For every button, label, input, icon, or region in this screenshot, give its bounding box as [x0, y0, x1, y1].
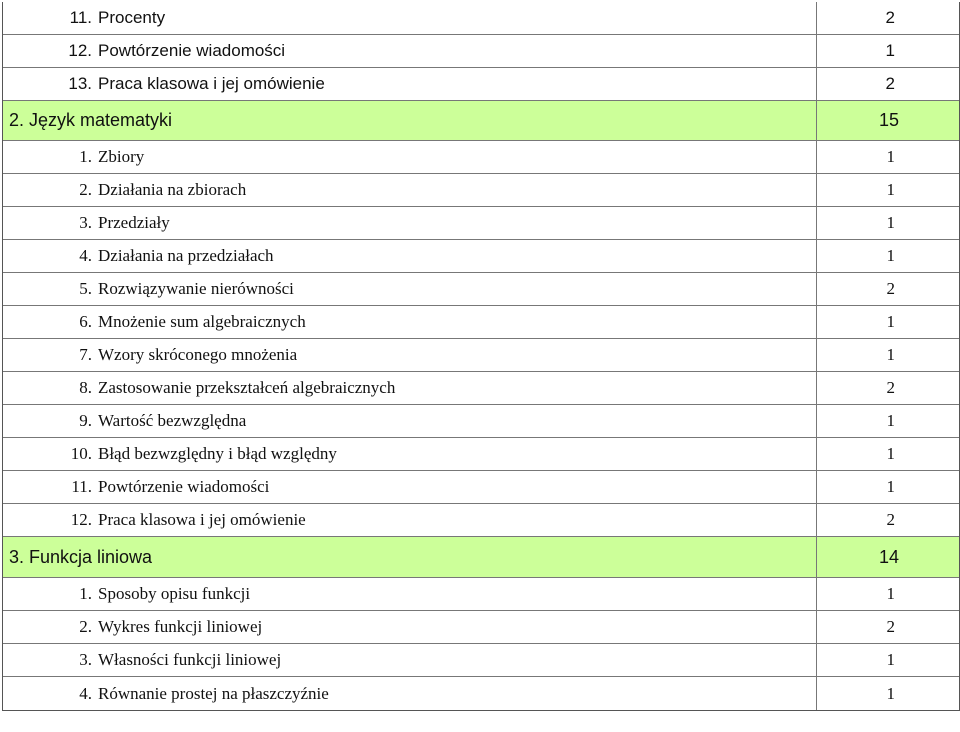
- topic-hours-cell: 2: [886, 378, 895, 397]
- topic-number: 4.: [79, 683, 92, 703]
- topic-number: 11.: [71, 477, 92, 496]
- topic-hours-cell: 1: [886, 584, 895, 603]
- topic-title-cell: [3, 677, 817, 710]
- topic-number: 10.: [70, 444, 92, 463]
- section-hours-cell: 14: [878, 546, 899, 567]
- topic-title-cell: [3, 504, 817, 536]
- topic-hours-cell: 1: [885, 41, 895, 60]
- topic-hours-cell: 1: [886, 147, 895, 166]
- topic-title-cell: [3, 306, 817, 338]
- topic-row: [3, 2, 959, 35]
- topic-row: [3, 174, 959, 207]
- section-title: 2. Język matematyki: [9, 110, 173, 130]
- topic-hours-cell: 2: [885, 8, 895, 27]
- topic-title: Procenty: [98, 8, 166, 27]
- topic-number: 11.: [69, 8, 92, 27]
- topic-title-cell: [3, 471, 817, 503]
- topic-title: Błąd bezwzględny i błąd względny: [98, 444, 337, 463]
- topic-hours-cell: 1: [886, 345, 895, 364]
- topic-title: Powtórzenie wiadomości: [98, 41, 286, 60]
- topic-row: [3, 372, 959, 405]
- topic-title-cell: [3, 35, 817, 67]
- topic-number: 8.: [79, 378, 92, 397]
- topic-hours-cell: 2: [886, 279, 895, 298]
- topic-row: [3, 306, 959, 339]
- topic-number: 9.: [79, 411, 92, 430]
- topic-title: Działania na przedziałach: [98, 246, 274, 265]
- topic-title: Praca klasowa i jej omówienie: [98, 510, 306, 529]
- topic-title-cell: [3, 174, 817, 206]
- topic-row: [3, 504, 959, 537]
- topic-title: Powtórzenie wiadomości: [98, 477, 270, 496]
- topic-title-cell: [3, 273, 817, 305]
- topic-title-cell: [3, 141, 817, 173]
- topic-title: Przedziały: [98, 213, 170, 232]
- topic-row: [3, 471, 959, 504]
- topic-title: Działania na zbiorach: [98, 180, 247, 199]
- topic-row: [3, 438, 959, 471]
- topic-number: 2.: [79, 180, 92, 199]
- topic-row: [3, 644, 959, 677]
- section-title: 3. Funkcja liniowa: [9, 546, 153, 567]
- topic-hours-cell: 2: [885, 74, 895, 93]
- topic-title: Równanie prostej na płaszczyźnie: [98, 683, 329, 703]
- topic-title-cell: [3, 372, 817, 404]
- topic-title: Zastosowanie przekształceń algebraicznych: [98, 378, 396, 397]
- topic-number: 1.: [79, 584, 92, 603]
- topic-hours-cell: 2: [886, 510, 895, 529]
- topic-number: 3.: [79, 213, 92, 232]
- topic-title: Wartość bezwzględna: [98, 411, 247, 430]
- topic-number: 6.: [79, 312, 92, 331]
- topic-number: 13.: [68, 74, 92, 93]
- section-hours-cell: 15: [878, 110, 899, 130]
- topic-row: [3, 141, 959, 174]
- topic-hours-cell: 1: [886, 213, 895, 232]
- topic-title: Rozwiązywanie nierówności: [98, 279, 294, 298]
- topic-number: 7.: [79, 345, 92, 364]
- topic-row: [3, 207, 959, 240]
- topic-row: [3, 339, 959, 372]
- topic-hours-cell: 1: [886, 312, 895, 331]
- topic-number: 5.: [79, 279, 92, 298]
- topic-title-cell: [3, 240, 817, 272]
- topic-hours-cell: 1: [886, 477, 895, 496]
- curriculum-table: [2, 2, 960, 711]
- topic-title: Własności funkcji liniowej: [98, 650, 282, 669]
- topic-number: 12.: [68, 41, 92, 60]
- topic-title: Sposoby opisu funkcji: [98, 584, 251, 603]
- topic-hours-cell: 1: [886, 650, 895, 669]
- topic-row: [3, 611, 959, 644]
- topic-title: Praca klasowa i jej omówienie: [98, 74, 325, 93]
- topic-title-cell: [3, 68, 817, 100]
- topic-row: [3, 68, 959, 101]
- topic-hours-cell: 1: [886, 683, 895, 703]
- topic-hours-cell: 1: [886, 411, 895, 430]
- topic-number: 1.: [79, 147, 92, 166]
- topic-row: [3, 35, 959, 68]
- topic-title-cell: [3, 438, 817, 470]
- topic-row: [3, 273, 959, 306]
- section-title-cell: [3, 101, 817, 140]
- topic-number: 4.: [79, 246, 92, 265]
- topic-title: Mnożenie sum algebraicznych: [98, 312, 306, 331]
- topic-number: 12.: [70, 510, 92, 529]
- topic-number: 3.: [79, 650, 92, 669]
- topic-hours-cell: 1: [886, 444, 895, 463]
- topic-title-cell: [3, 2, 817, 34]
- topic-title-cell: [3, 339, 817, 371]
- topic-row: [3, 578, 959, 611]
- topic-title-cell: [3, 644, 817, 676]
- topic-title-cell: [3, 578, 817, 610]
- topic-title-cell: [3, 405, 817, 437]
- section-header-row: [3, 537, 959, 578]
- topic-row: [3, 240, 959, 273]
- topic-number: 2.: [79, 617, 92, 636]
- topic-title: Wykres funkcji liniowej: [98, 617, 263, 636]
- topic-title: Zbiory: [98, 147, 145, 166]
- section-header-row: [3, 101, 959, 141]
- topic-row: [3, 677, 959, 710]
- topic-hours-cell: 1: [886, 180, 895, 199]
- topic-hours-cell: 2: [886, 617, 895, 636]
- topic-title: Wzory skróconego mnożenia: [98, 345, 298, 364]
- topic-hours-cell: 1: [886, 246, 895, 265]
- topic-title-cell: [3, 611, 817, 643]
- topic-row: [3, 405, 959, 438]
- section-title-cell: [3, 537, 817, 577]
- topic-title-cell: [3, 207, 817, 239]
